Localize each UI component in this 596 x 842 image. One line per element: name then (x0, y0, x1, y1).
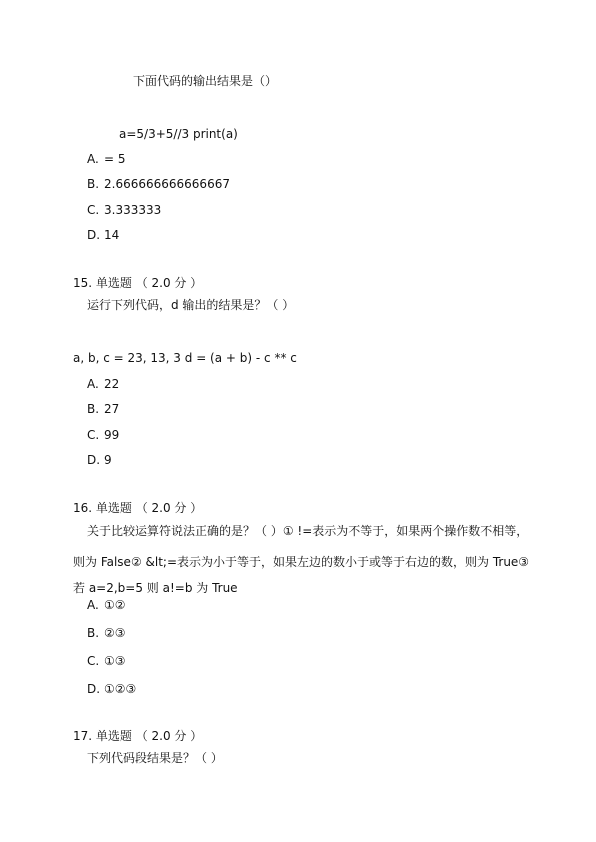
q15-header: 15. 单选题 （ 2.0 分 ） (73, 276, 203, 290)
option-text: 99 (104, 428, 120, 442)
q16-stem-line1: 关于比较运算符说法正确的是？（ ）① !=表示为不等于，如果两个操作数不相等， (87, 524, 529, 538)
option-letter: A. (87, 598, 99, 612)
q16-header: 16. 单选题 （ 2.0 分 ） (73, 501, 203, 515)
option-text: 9 (104, 453, 112, 467)
option-text: 14 (104, 228, 120, 242)
option-text: 3.333333 (104, 203, 162, 217)
option-text: 2.666666666666667 (104, 177, 230, 191)
q17-stem: 下列代码段结果是？（ ） (87, 751, 223, 765)
option-letter: C. (87, 203, 100, 217)
q14-stem: 下面代码的输出结果是（） (133, 74, 278, 88)
option-letter: B. (87, 626, 100, 640)
q16-stem-line3: 若 a=2,b=5 则 a!=b 为 True (73, 581, 238, 595)
q14-code: a=5/3+5//3 print(a) (119, 127, 238, 141)
option-text: ①② (104, 598, 126, 612)
option-letter: A. (87, 377, 99, 391)
option-text: ②③ (104, 626, 126, 640)
option-letter: C. (87, 428, 100, 442)
option-letter: C. (87, 654, 100, 668)
option-text: 27 (104, 402, 120, 416)
q16-stem-line2: 则为 False② &lt;=表示为小于等于，如果左边的数小于或等于右边的数，则为 True③ (73, 555, 530, 569)
option-text: ①③ (104, 654, 126, 668)
option-letter: D. (87, 228, 101, 242)
q15-code: a, b, c = 23, 13, 3 d = (a + b) - c ** c (73, 351, 297, 365)
q15-stem: 运行下列代码，d 输出的结果是？（ ） (87, 298, 295, 312)
option-text: 22 (104, 377, 120, 391)
option-letter: B. (87, 402, 100, 416)
option-letter: B. (87, 177, 100, 191)
option-letter: D. (87, 682, 101, 696)
option-letter: A. (87, 152, 99, 166)
option-text: = 5 (104, 152, 126, 166)
q17-header: 17. 单选题 （ 2.0 分 ） (73, 729, 203, 743)
option-text: ①②③ (104, 682, 137, 696)
option-letter: D. (87, 453, 101, 467)
